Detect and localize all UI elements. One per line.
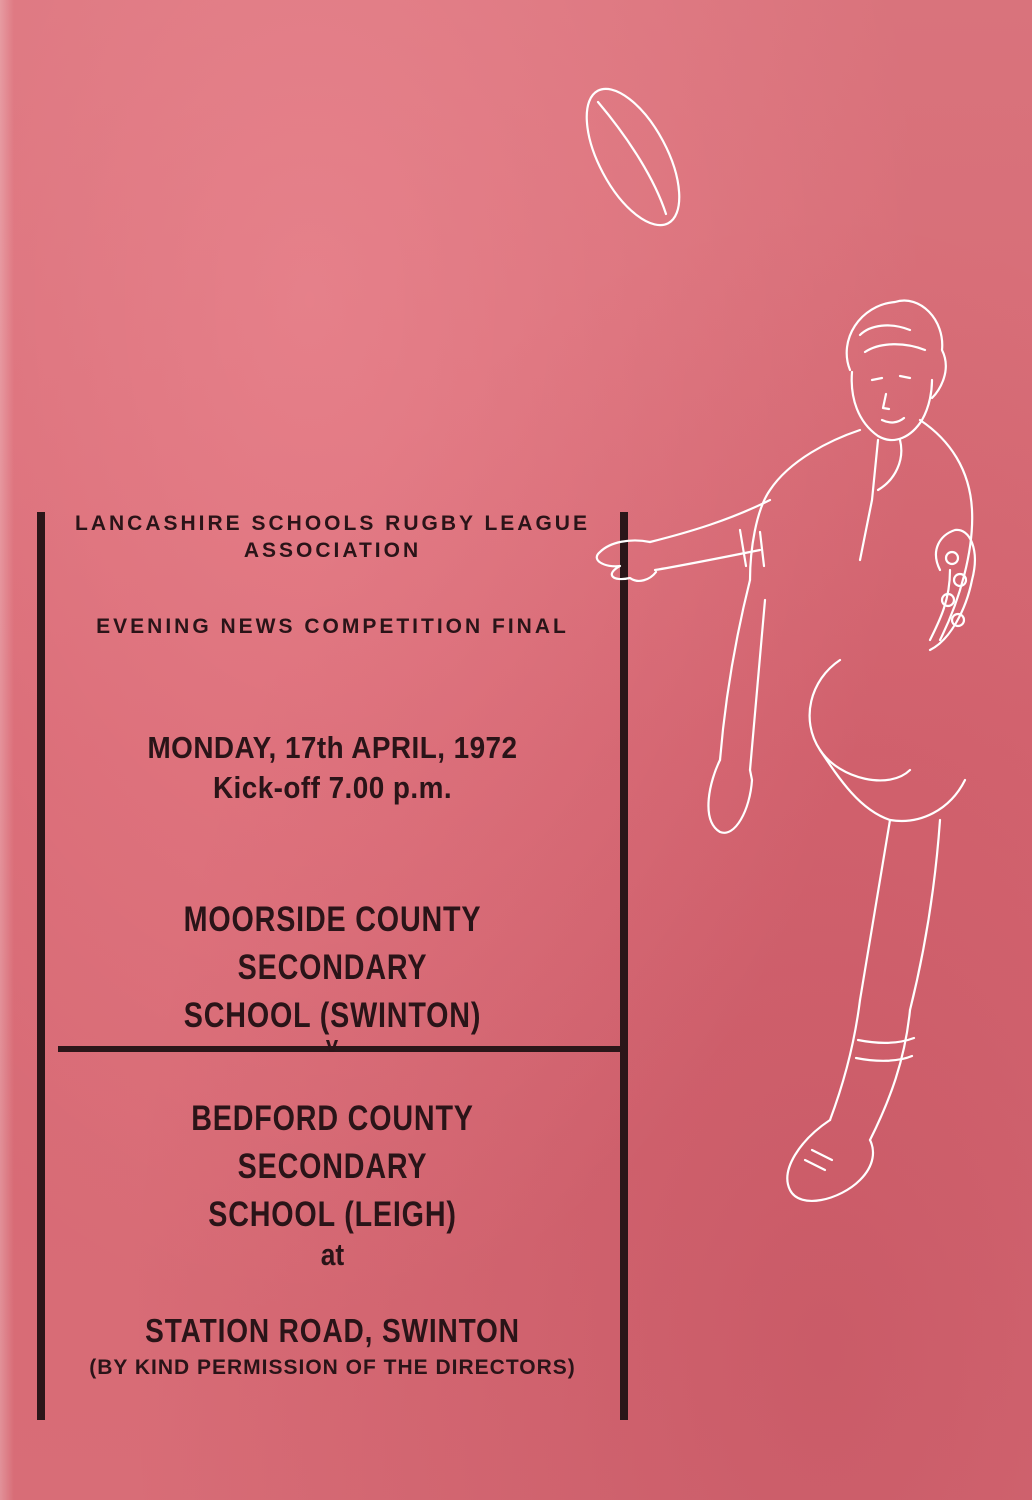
goal-post-left (37, 512, 45, 1420)
association-line-1: LANCASHIRE SCHOOLS RUGBY LEAGUE (75, 512, 590, 535)
rugby-player-kicking-icon (560, 80, 1020, 1320)
at-label: at (320, 1237, 345, 1272)
rugby-ball-icon (568, 80, 698, 239)
venue: STATION ROAD, SWINTON (145, 1312, 520, 1349)
match-date: MONDAY, 17th APRIL, 1972 (147, 730, 518, 765)
home-team-line-1: MOORSIDE COUNTY SECONDARY (183, 900, 482, 987)
kickoff-time: Kick-off 7.00 p.m. (212, 770, 453, 805)
association-title (45, 510, 620, 564)
versus-label: v (325, 1032, 339, 1057)
association-line-2: ASSOCIATION (243, 539, 422, 562)
cover-fold-shadow (0, 0, 14, 1500)
permission-note: (BY KIND PERMISSION OF THE DIRECTORS) (89, 1356, 576, 1379)
away-team (97, 1095, 569, 1239)
player-figure (597, 301, 975, 1201)
home-team (97, 896, 569, 1040)
competition-title: EVENING NEWS COMPETITION FINAL (96, 615, 569, 638)
home-team-line-2: SCHOOL (SWINTON) (183, 996, 482, 1035)
match-date-block (74, 728, 592, 808)
away-team-line-2: SCHOOL (LEIGH) (208, 1195, 457, 1234)
away-team-line-1: BEDFORD COUNTY SECONDARY (191, 1099, 474, 1186)
